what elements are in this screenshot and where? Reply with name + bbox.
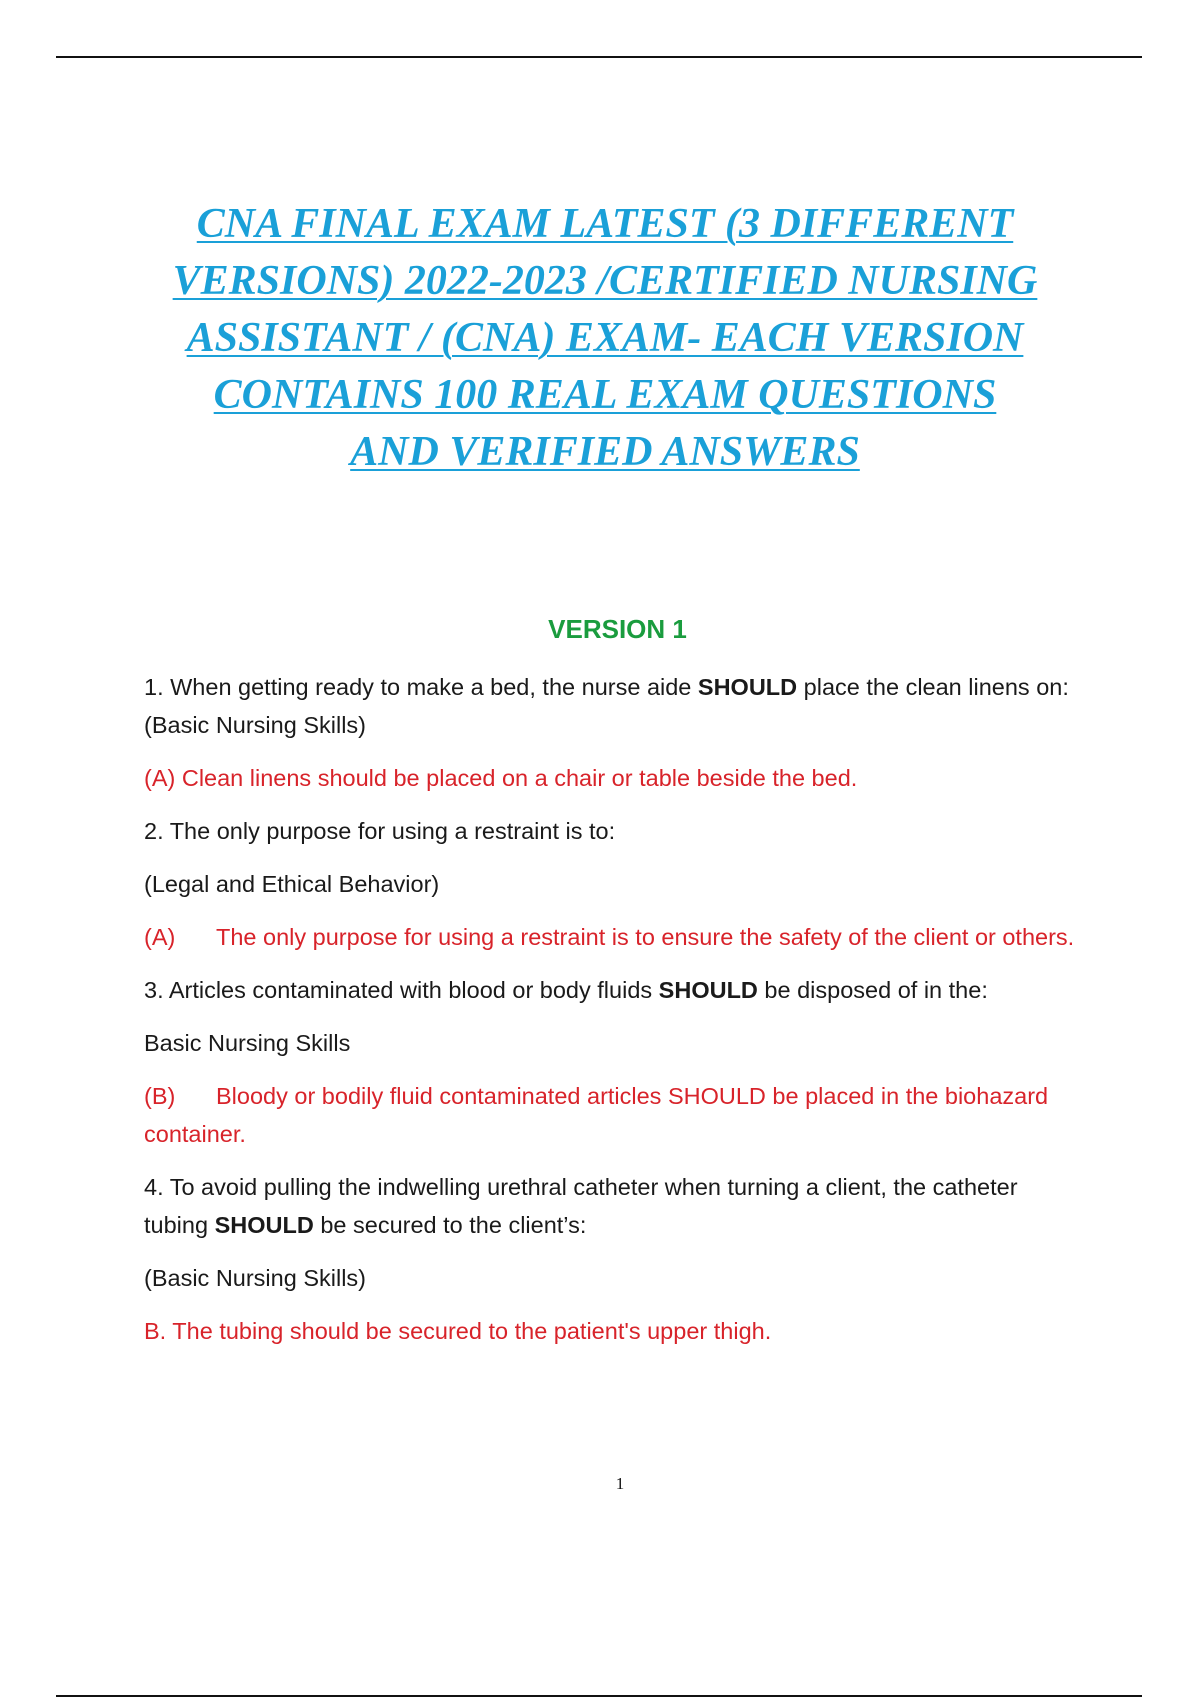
top-rule xyxy=(56,56,1142,58)
answer-4: B. The tubing should be secured to the patient's upper thigh. xyxy=(144,1318,772,1344)
question-3-text-after: be disposed of in the: xyxy=(757,977,988,1003)
document-title xyxy=(120,196,1090,481)
version-heading: VERSION 1 xyxy=(548,614,687,644)
question-4-text-before: 4. To avoid pulling the indwelling urethral catheter when turning a client, the catheter tubing xyxy=(144,1174,1018,1238)
question-4 xyxy=(144,1168,1084,1244)
bottom-rule xyxy=(56,1695,1142,1697)
title-line-3: ASSISTANT / (CNA) EXAM- EACH VERSION xyxy=(186,315,1024,361)
title-line-2: VERSIONS) 2022-2023 /CERTIFIED NURSING xyxy=(172,258,1038,304)
question-1-text-before: 1. When getting ready to make a bed, the nurse aide xyxy=(144,674,698,700)
question-2-category: (Legal and Ethical Behavior) xyxy=(144,871,440,897)
question-4-emphasis: SHOULD xyxy=(214,1212,314,1238)
question-3-text-before: 3. Articles contaminated with blood or body fluids xyxy=(144,977,659,1003)
answer-2 xyxy=(144,918,1084,956)
answer-2-text: The only purpose for using a restraint is to ensure the safety of the client or others. xyxy=(216,924,1075,950)
title-line-5: AND VERIFIED ANSWERS xyxy=(350,429,860,475)
question-1-emphasis: SHOULD xyxy=(697,674,798,700)
question-3-emphasis: SHOULD xyxy=(658,977,758,1003)
question-3 xyxy=(144,971,1084,1009)
answer-2-letter: (A) xyxy=(144,924,176,950)
answer-3-text: Bloody or bodily fluid contaminated articles SHOULD be placed in the biohazard container. xyxy=(144,1083,1049,1147)
question-3-category: Basic Nursing Skills xyxy=(144,1030,351,1056)
question-2: 2. The only purpose for using a restraint is to: xyxy=(144,818,616,844)
question-1-text-after: place the clean linens on: (Basic Nursing Skills) xyxy=(144,674,1069,738)
question-4-text-after: be secured to the client’s: xyxy=(313,1212,587,1238)
title-line-4: CONTAINS 100 REAL EXAM QUESTIONS xyxy=(213,372,997,418)
page-number: 1 xyxy=(615,1474,625,1493)
question-1 xyxy=(144,668,1084,744)
answer-3 xyxy=(144,1077,1084,1153)
answer-3-letter: (B) xyxy=(144,1083,176,1109)
answer-1: (A) Clean linens should be placed on a chair or table beside the bed. xyxy=(144,765,858,791)
question-4-category: (Basic Nursing Skills) xyxy=(144,1265,366,1291)
questions-section xyxy=(144,668,1084,1365)
title-line-1: CNA FINAL EXAM LATEST (3 DIFFERENT xyxy=(196,201,1014,247)
